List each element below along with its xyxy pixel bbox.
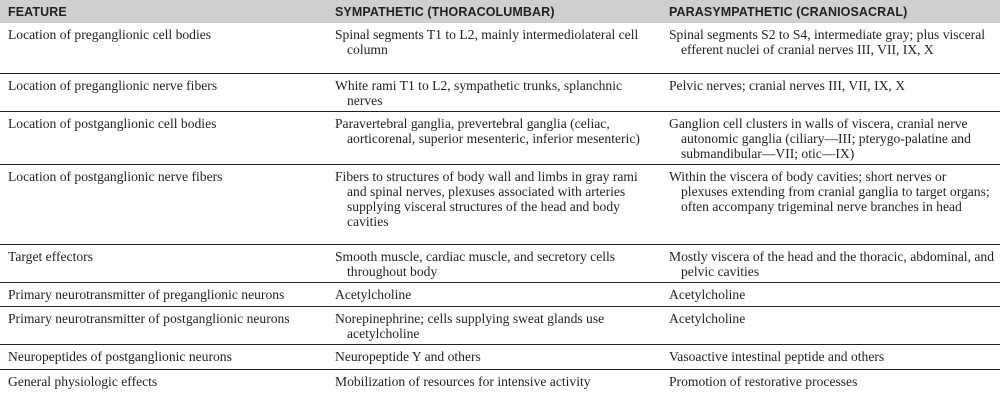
header-feature: FEATURE [0,0,327,23]
header-sympathetic: SYMPATHETIC (THORACOLUMBAR) [327,0,661,23]
parasympathetic-text: Acetylcholine [669,310,746,326]
parasympathetic-text: Spinal segments S2 to S4, intermediate gray; plus visceral efferent nuclei of cranial nerves III, VII, IX, X [669,27,986,57]
feature-text: Primary neurotransmitter of preganglionic neurons [8,286,285,302]
parasympathetic-text: Promotion of restorative processes [669,373,858,389]
feature-cell [0,73,327,111]
sympathetic-text: Norepinephrine; cells supplying sweat glands use acetylcholine [335,310,605,341]
sympathetic-cell [327,73,661,111]
sympathetic-cell [327,23,661,73]
feature-text: Location of postganglionic nerve fibers [8,168,223,184]
table-body [0,23,1000,393]
feature-cell [0,282,327,306]
feature-cell [0,344,327,369]
feature-text: General physiologic effects [8,373,158,389]
feature-text: Location of preganglionic cell bodies [8,27,212,42]
table-row [0,73,1000,111]
parasympathetic-cell [661,282,1000,306]
sympathetic-text: Neuropeptide Y and others [335,348,481,364]
table-row [0,23,1000,73]
parasympathetic-text: Mostly viscera of the head and the thoracic, abdominal, and pelvic cavities [669,248,995,279]
feature-cell [0,164,327,244]
parasympathetic-cell [661,111,1000,164]
feature-text: Location of postganglionic cell bodies [8,115,217,131]
feature-cell [0,244,327,282]
sympathetic-text: Acetylcholine [335,286,412,302]
table-row [0,164,1000,244]
parasympathetic-cell [661,244,1000,282]
sympathetic-text: White rami T1 to L2, sympathetic trunks, splanchnic nerves [335,77,623,108]
sympathetic-cell [327,111,661,164]
feature-text: Target effectors [8,248,93,264]
table-header [0,0,1000,23]
feature-cell [0,369,327,393]
feature-text: Location of preganglionic nerve fibers [8,77,218,93]
sympathetic-cell [327,306,661,344]
parasympathetic-text: Ganglion cell clusters in walls of viscera, cranial nerve autonomic ganglia (ciliary—III; pterygo-palatine and submandibular—VII; otic—IX) [669,115,971,161]
parasympathetic-text: Acetylcholine [669,286,746,302]
table-row [0,344,1000,369]
sympathetic-text: Mobilization of resources for intensive activity [335,373,591,389]
parasympathetic-cell [661,344,1000,369]
feature-cell [0,23,327,73]
feature-cell [0,306,327,344]
table-row [0,282,1000,306]
parasympathetic-cell [661,164,1000,244]
feature-text: Primary neurotransmitter of postganglionic neurons [8,310,290,326]
sympathetic-text: Spinal segments T1 to L2, mainly intermediolateral cell column [335,27,639,57]
header-parasympathetic: PARASYMPATHETIC (CRANIOSACRAL) [661,0,1000,23]
parasympathetic-cell [661,306,1000,344]
parasympathetic-cell [661,23,1000,73]
sympathetic-cell [327,369,661,393]
sympathetic-cell [327,244,661,282]
parasympathetic-text: Pelvic nerves; cranial nerves III, VII, IX, X [669,77,906,93]
feature-text: Neuropeptides of postganglionic neurons [8,348,232,364]
sympathetic-cell [327,282,661,306]
table-row [0,369,1000,393]
header-row [0,0,1000,23]
sympathetic-text: Fibers to structures of body wall and limbs in gray rami and spinal nerves, plexuses associated with arteries supplying visceral structures of the head and body cavities [335,168,638,229]
sympathetic-text: Smooth muscle, cardiac muscle, and secretory cells throughout body [335,248,616,279]
feature-cell [0,111,327,164]
parasympathetic-cell [661,73,1000,111]
sympathetic-cell [327,344,661,369]
parasympathetic-text: Vasoactive intestinal peptide and others [669,348,885,364]
sympathetic-text: Paravertebral ganglia, prevertebral ganglia (celiac, aorticorenal, superior mesenteric, inferior mesenteric) [335,115,640,146]
parasympathetic-text: Within the viscera of body cavities; short nerves or plexuses extending from cranial ganglia to target organs; often accompany trigeminal nerve branches in head [669,168,990,214]
parasympathetic-cell [661,369,1000,393]
sympathetic-cell [327,164,661,244]
table-row [0,111,1000,164]
table-row [0,244,1000,282]
table-row [0,306,1000,344]
